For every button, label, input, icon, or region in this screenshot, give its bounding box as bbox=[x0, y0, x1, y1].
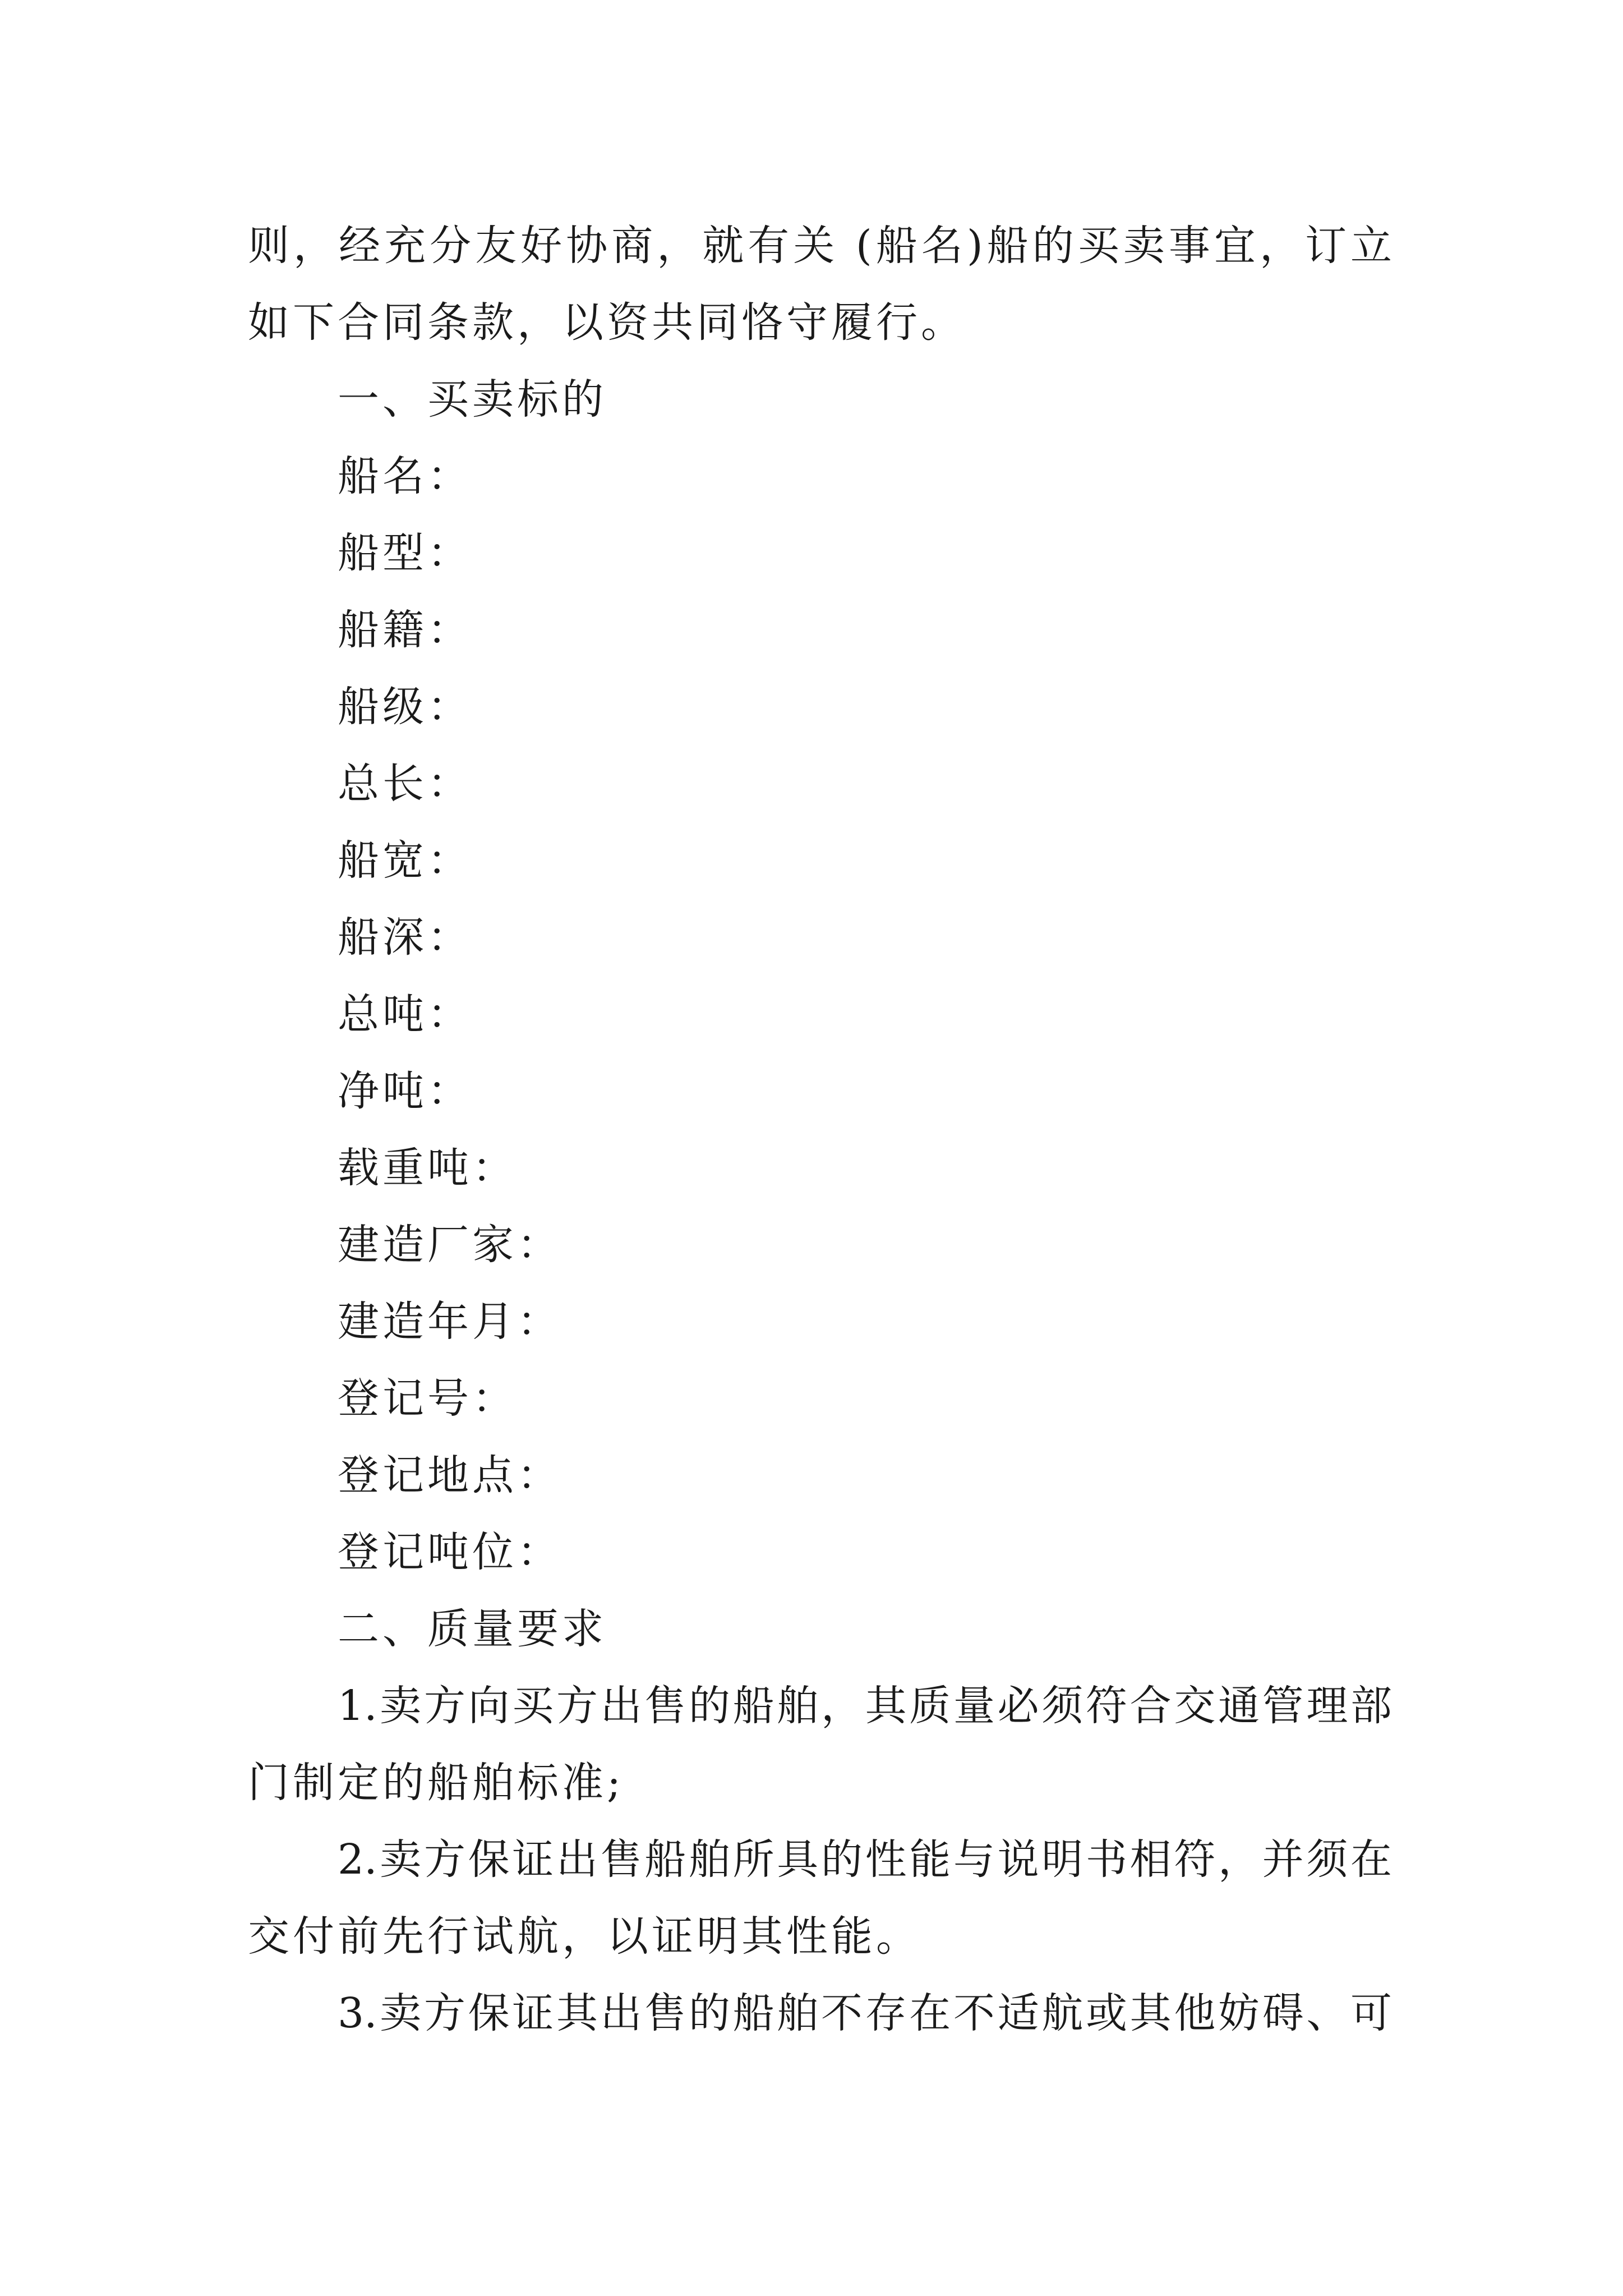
field-registration-place: 登记地点： bbox=[338, 1451, 562, 1499]
section-heading-subject: 一、买卖标的 bbox=[338, 375, 607, 424]
field-ship-depth: 船深： bbox=[338, 913, 472, 961]
section-heading-quality: 二、质量要求 bbox=[338, 1605, 607, 1653]
field-ship-type: 船型： bbox=[338, 529, 472, 577]
field-net-tonnage: 净吨： bbox=[338, 1067, 472, 1115]
clause-3-line: 3.卖方保证其出售的船舶不存在不适航或其他妨碍、可 bbox=[338, 1989, 1392, 2037]
paragraph-line: 如下合同条款，以资共同恪守履行。 bbox=[248, 298, 966, 347]
clause-1-line: 1.卖方向买方出售的船舶，其质量必须符合交通管理部 bbox=[338, 1682, 1392, 1730]
clause-2-line: 交付前先行试航，以证明其性能。 bbox=[248, 1912, 921, 1961]
field-ship-registry: 船籍： bbox=[338, 606, 472, 654]
clause-2-line: 2.卖方保证出售船舶所具的性能与说明书相符，并须在 bbox=[338, 1835, 1392, 1884]
field-gross-tonnage: 总吨： bbox=[338, 990, 472, 1038]
field-builder: 建造厂家： bbox=[338, 1221, 562, 1269]
field-ship-name: 船名： bbox=[338, 452, 472, 500]
field-deadweight: 载重吨： bbox=[338, 1144, 517, 1192]
field-ship-breadth: 船宽： bbox=[338, 836, 472, 885]
field-ship-class: 船级： bbox=[338, 683, 472, 731]
paragraph-line: 则，经充分友好协商，就有关 (船名)船的买卖事宜，订立 bbox=[248, 222, 1392, 270]
field-overall-length: 总长： bbox=[338, 760, 472, 808]
field-registration-number: 登记号： bbox=[338, 1374, 517, 1423]
contract-body bbox=[248, 208, 1392, 2052]
field-build-date: 建造年月： bbox=[338, 1297, 562, 1346]
clause-1-line: 门制定的船舶标准; bbox=[248, 1759, 624, 1807]
field-registered-tonnage: 登记吨位： bbox=[338, 1528, 562, 1576]
